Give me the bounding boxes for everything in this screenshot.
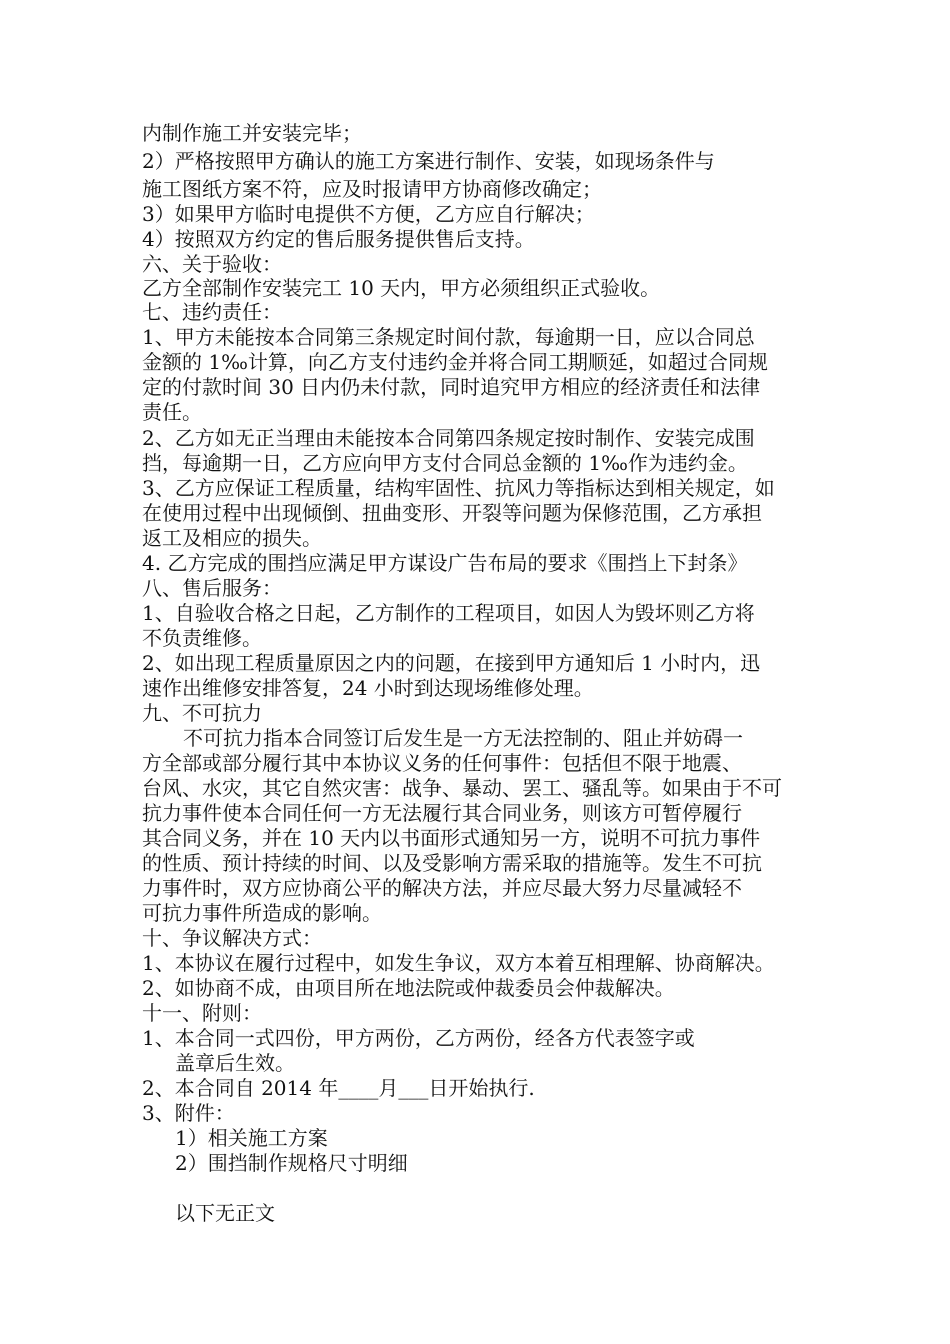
section-heading: 九、不可抗力 [142, 701, 262, 725]
text-line: 3、乙方应保证工程质量，结构牢固性、抗风力等指标达到相关规定，如 [142, 476, 775, 500]
text-line: 3、附件： [142, 1101, 235, 1125]
text-line: 力事件时，双方应协商公平的解决方法，并应尽最大努力尽量减轻不 [142, 876, 742, 900]
text-line: 速作出维修安排答复，24 小时到达现场维修处理。 [142, 676, 594, 700]
text-line: 2、如协商不成，由项目所在地法院或仲裁委员会仲裁解决。 [142, 976, 675, 1000]
text-line: 责任。 [142, 400, 202, 424]
text-line: 其合同义务，并在 10 天内以书面形式通知另一方，说明不可抗力事件 [142, 826, 761, 850]
text-line: 1、本协议在履行过程中，如发生争议，双方本着互相理解、协商解决。 [142, 951, 775, 975]
text-line: 返工及相应的损失。 [142, 526, 322, 550]
text-line: 4. 乙方完成的围挡应满足甲方谋设广告布局的要求《围挡上下封条》 [142, 551, 748, 575]
end-of-text-note: 以下无正文 [175, 1201, 275, 1225]
text-line: 不负责维修。 [142, 626, 262, 650]
text-line: 乙方全部制作安装完工 10 天内，甲方必须组织正式验收。 [142, 276, 661, 300]
text-line: 内制作施工并安装完毕； [142, 121, 362, 145]
text-line: 抗力事件使本合同任何一方无法履行其合同业务，则该方可暂停履行 [142, 801, 742, 825]
section-heading: 七、违约责任： [142, 300, 282, 324]
text-line: 可抗力事件所造成的影响。 [142, 901, 382, 925]
text-line: 盖章后生效。 [175, 1051, 295, 1075]
attachment-item: 2）围挡制作规格尺寸明细 [175, 1151, 408, 1175]
text-line: 的性质、预计持续的时间、以及受影响方需采取的措施等。发生不可抗 [142, 851, 762, 875]
text-line: 2、如出现工程质量原因之内的问题，在接到甲方通知后 1 小时内，迅 [142, 651, 761, 675]
text-line: 4）按照双方约定的售后服务提供售后支持。 [142, 227, 535, 251]
text-line: 2、乙方如无正当理由未能按本合同第四条规定按时制作、安装完成围 [142, 426, 755, 450]
text-line: 方全部或部分履行其中本协议义务的任何事件：包括但不限于地震、 [142, 751, 742, 775]
attachment-item: 1）相关施工方案 [175, 1126, 328, 1150]
text-line: 不可抗力指本合同签订后发生是一方无法控制的、阻止并妨碍一 [183, 726, 743, 750]
text-line: 2、本合同自 2014 年____月___日开始执行. [142, 1076, 535, 1100]
text-line: 施工图纸方案不符，应及时报请甲方协商修改确定； [142, 177, 602, 201]
section-heading: 十、争议解决方式： [142, 926, 322, 950]
text-line: 1、甲方未能按本合同第三条规定时间付款，每逾期一日，应以合同总 [142, 325, 755, 349]
text-line: 2）严格按照甲方确认的施工方案进行制作、安装，如现场条件与 [142, 149, 715, 173]
section-heading: 八、售后服务： [142, 576, 282, 600]
text-line: 3）如果甲方临时电提供不方便，乙方应自行解决； [142, 202, 595, 226]
text-line: 在使用过程中出现倾倒、扭曲变形、开裂等问题为保修范围，乙方承担 [142, 501, 762, 525]
text-line: 台风、水灾，其它自然灾害：战争、暴动、罢工、骚乱等。如果由于不可 [142, 776, 782, 800]
text-line: 1、本合同一式四份，甲方两份，乙方两份，经各方代表签字或 [142, 1026, 695, 1050]
text-line: 挡，每逾期一日，乙方应向甲方支付合同总金额的 1‰作为违约金。 [142, 451, 748, 475]
text-line: 1、自验收合格之日起，乙方制作的工程项目，如因人为毁坏则乙方将 [142, 601, 755, 625]
section-heading: 十一、附则： [142, 1001, 262, 1025]
text-line: 定的付款时间 30 日内仍未付款，同时追究甲方相应的经济责任和法律 [142, 375, 761, 399]
text-line: 金额的 1‰计算，向乙方支付违约金并将合同工期顺延，如超过合同规 [142, 350, 768, 374]
section-heading: 六、关于验收： [142, 252, 282, 276]
